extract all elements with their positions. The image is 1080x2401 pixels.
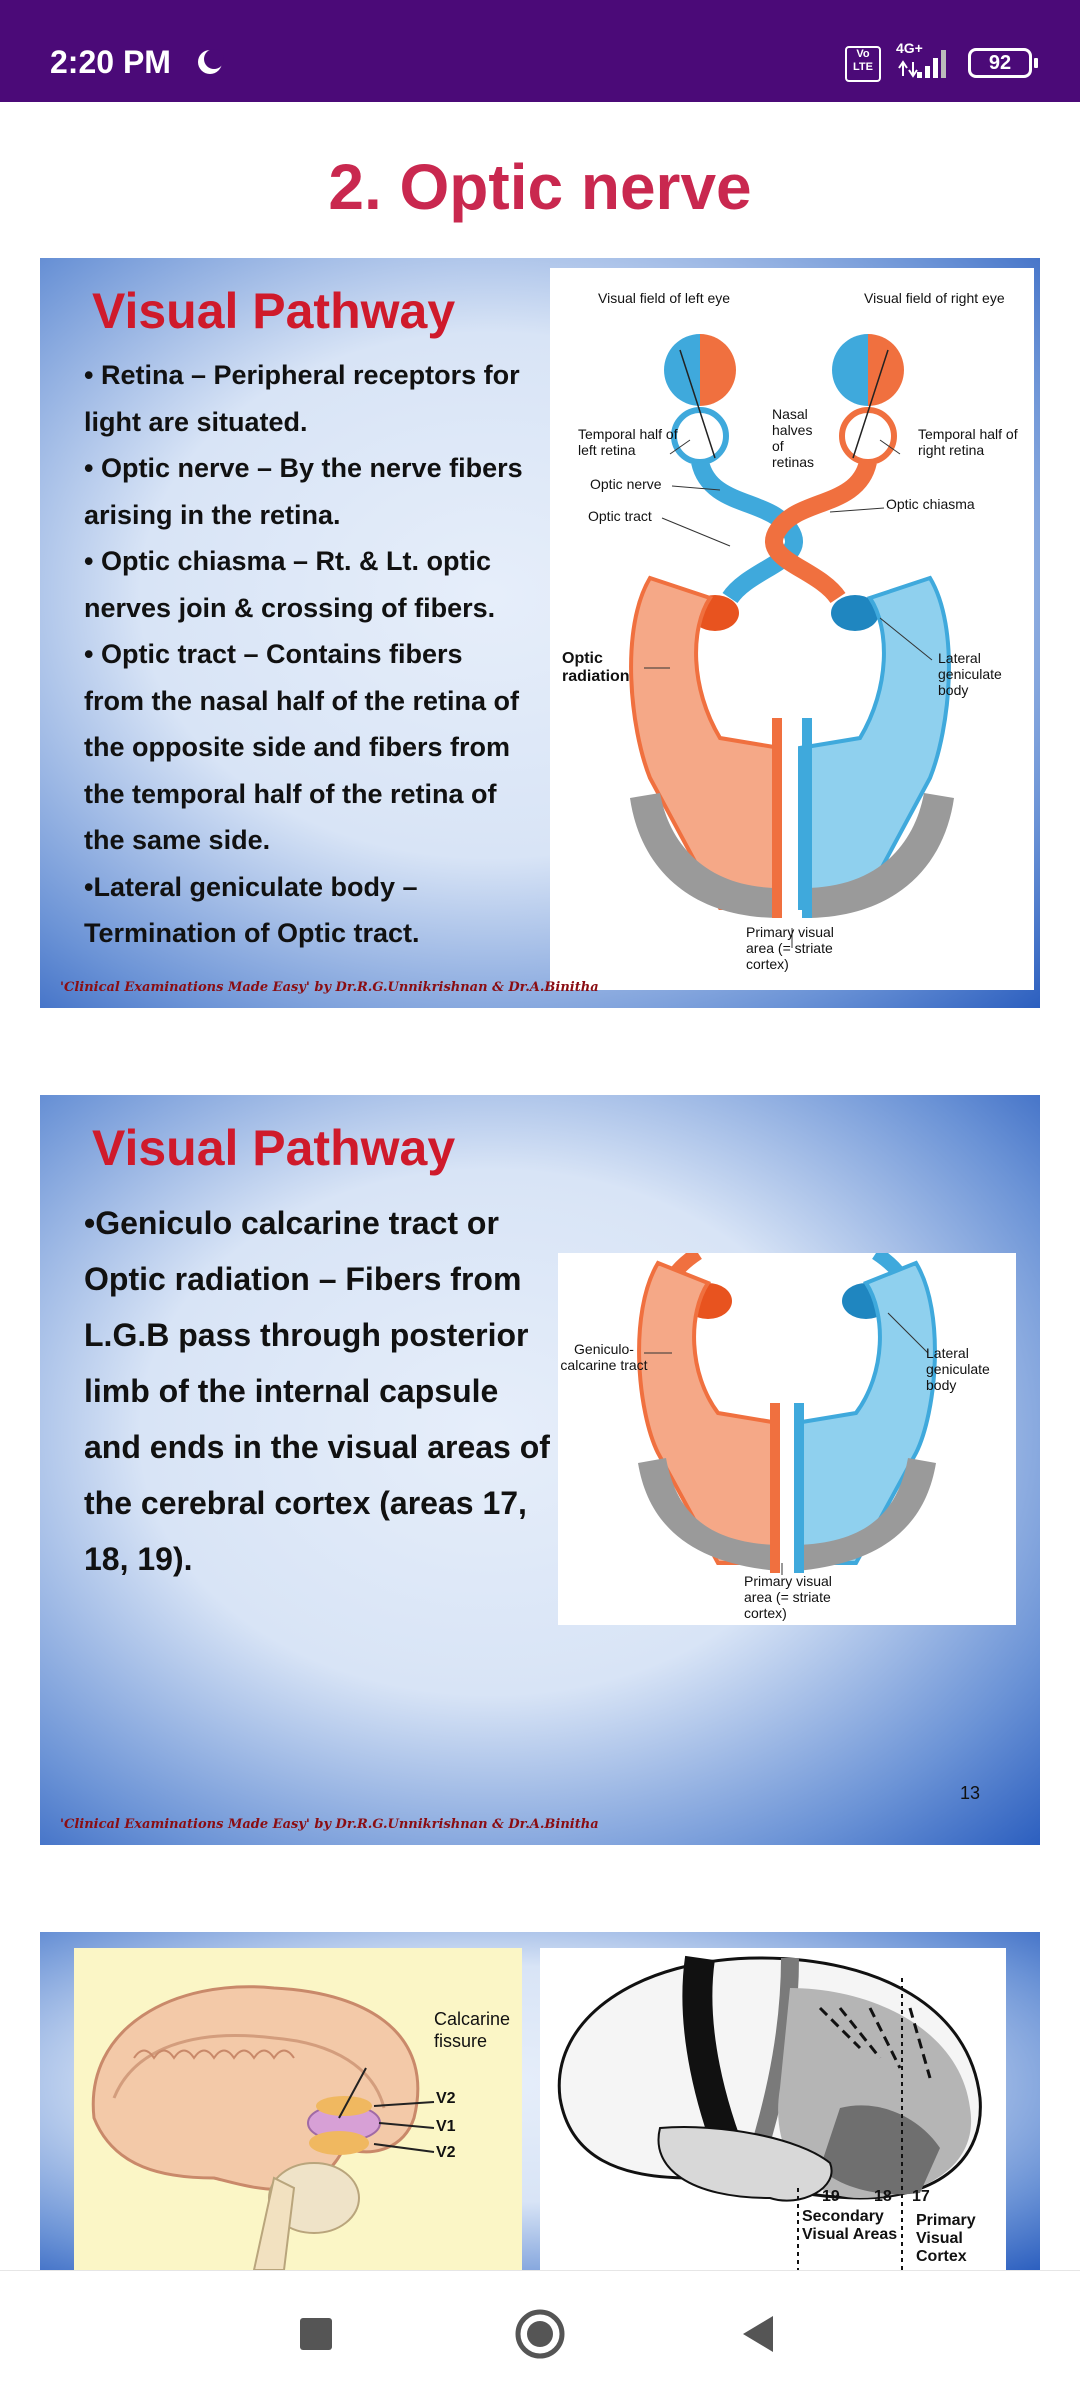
- slide-heading: Visual Pathway: [92, 283, 456, 339]
- bullet-optic-nerve: • Optic nerve – By the nerve fibers arising in the retina.: [84, 453, 523, 530]
- label-area-17: 17: [912, 2188, 930, 2205]
- label-temporal-left: Temporal half of left retina: [578, 426, 678, 458]
- do-not-disturb-moon-icon: [196, 48, 224, 76]
- bullet-lgb: •Lateral geniculate body – Termination of Optic tract.: [84, 871, 420, 948]
- optic-radiation-illustration: [558, 1253, 1016, 1625]
- label-visual-field-right: Visual field of right eye: [864, 290, 1005, 306]
- label-v2-top: V2: [436, 2090, 456, 2107]
- slide-credit: 'Clinical Examinations Made Easy' by Dr.R.G.Unnikrishnan & Dr.A.Binitha: [60, 1817, 599, 1832]
- slide-visual-cortex: [40, 1932, 1040, 2270]
- slide-visual-pathway-2: [40, 1095, 1040, 1845]
- bullet-list: [84, 1195, 564, 1587]
- label-v2-bottom: V2: [436, 2144, 456, 2161]
- navigation-bar: [0, 2270, 1080, 2401]
- page-title: 2. Optic nerve: [328, 151, 752, 223]
- battery-tip: [1034, 58, 1038, 68]
- label-optic-chiasma: Optic chiasma: [886, 496, 975, 512]
- label-area-18: 18: [874, 2188, 892, 2205]
- slide-heading: Visual Pathway: [92, 1120, 456, 1176]
- label-geniculo-calcarine-tract: Geniculo-calcarine tract: [560, 1341, 648, 1373]
- bullet-list: [84, 352, 524, 957]
- battery-icon: 92: [968, 48, 1032, 78]
- label-primary-visual-area: Primary visual area (= striate cortex): [746, 924, 834, 972]
- visual-pathway-illustration: [550, 268, 1034, 990]
- bullet-geniculo-calcarine: •Geniculo calcarine tract or Optic radiation – Fibers from L.G.B pass through posterior limb of the internal capsule and ends in the visual areas of the cerebral cortex (areas 17, 18, 19).: [84, 1205, 550, 1577]
- network-type-label: 4G+: [896, 40, 923, 56]
- label-secondary-visual-areas: Secondary Visual Areas: [802, 2208, 898, 2243]
- label-primary-visual-cortex: Primary Visual Cortex: [916, 2212, 976, 2265]
- visual-pathway-diagram: [550, 268, 1034, 990]
- label-temporal-right: Temporal half of right retina: [918, 426, 1018, 458]
- signal-strength-icon: [895, 40, 955, 80]
- cortex-lateral-diagram: [540, 1948, 1006, 2270]
- brain-sagittal-illustration: [74, 1948, 522, 2270]
- label-optic-nerve: Optic nerve: [590, 476, 662, 492]
- status-bar: [0, 0, 1080, 102]
- brain-sagittal-diagram: [74, 1948, 522, 2270]
- bullet-retina: • Retina – Peripheral receptors for light are situated.: [84, 360, 520, 437]
- label-area-19: 19: [822, 2188, 840, 2205]
- label-lateral-geniculate-body: Lateral geniculate body: [926, 1345, 990, 1393]
- label-primary-visual-area: Primary visual area (= striate cortex): [744, 1573, 832, 1621]
- label-nasal-halves: Nasal halves of retinas: [772, 406, 815, 470]
- label-calcarine-fissure: Calcarine fissure: [434, 2009, 511, 2051]
- recents-square-icon[interactable]: [281, 2299, 351, 2369]
- slide-visual-pathway-1: [40, 258, 1040, 1008]
- status-time: 2:20 PM: [50, 44, 171, 80]
- label-optic-radiation: Optic radiation: [562, 650, 630, 685]
- bullet-optic-tract: • Optic tract – Contains fibers from the nasal half of the retina of the opposite side and fibers from the temporal half of the retina of the same side.: [84, 639, 520, 855]
- home-circle-icon[interactable]: [505, 2299, 575, 2369]
- bullet-optic-chiasma: • Optic chiasma – Rt. & Lt. optic nerves join & crossing of fibers.: [84, 546, 496, 623]
- label-visual-field-left: Visual field of left eye: [598, 290, 731, 306]
- slide-credit: 'Clinical Examinations Made Easy' by Dr.R.G.Unnikrishnan & Dr.A.Binitha: [60, 980, 599, 995]
- label-optic-tract: Optic tract: [588, 508, 652, 524]
- optic-radiation-diagram: [558, 1253, 1016, 1625]
- label-v1: V1: [436, 2118, 456, 2135]
- slide-number: 13: [959, 1783, 980, 1803]
- volte-icon: Vo LTE: [845, 46, 881, 82]
- back-triangle-icon[interactable]: [725, 2299, 795, 2369]
- label-lateral-geniculate-body: Lateral geniculate body: [938, 650, 1002, 698]
